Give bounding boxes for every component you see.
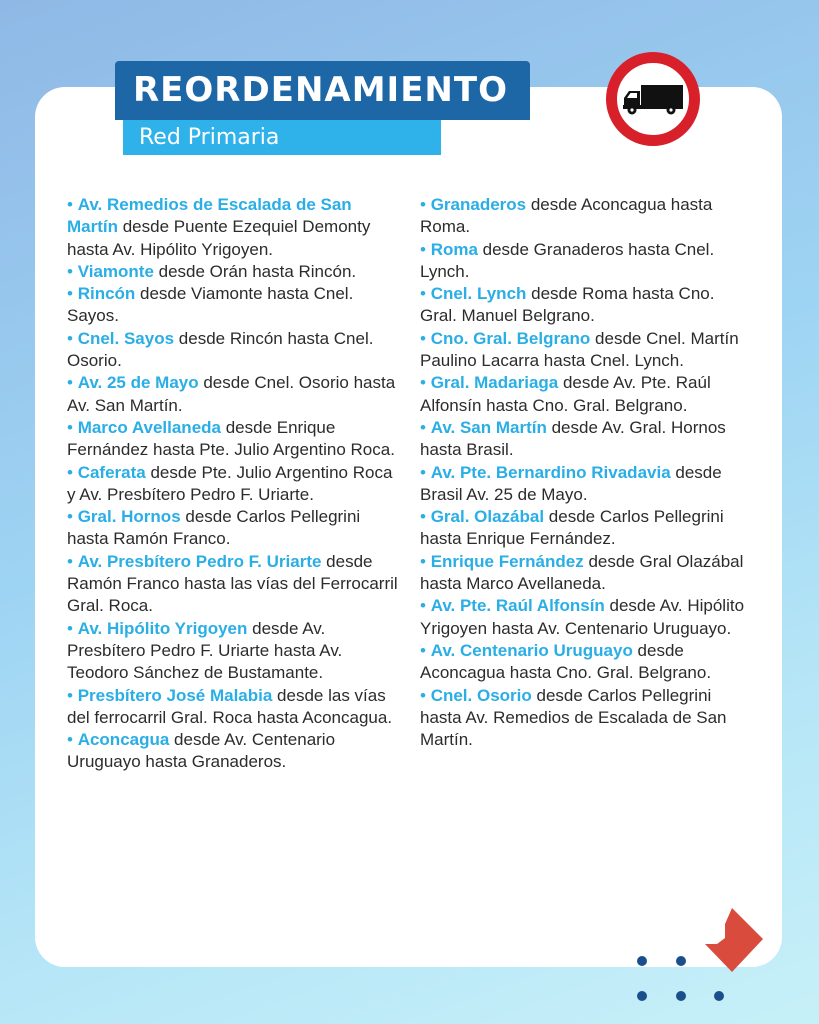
route-description: desde Brasil Av. 25 de Mayo. xyxy=(420,462,722,504)
street-name: Cnel. Lynch xyxy=(430,284,527,304)
decorative-dot xyxy=(637,956,647,966)
route-description: desde Ramón Franco hasta las vías del Ferrocarril Gral. Roca. xyxy=(67,551,398,616)
route-description: desde Cnel. Osorio hasta Av. San Martín. xyxy=(67,373,396,415)
bullet-icon: • xyxy=(420,596,426,616)
route-item xyxy=(420,239,755,284)
bullet-icon: • xyxy=(67,685,73,705)
page-subtitle: Red Primaria xyxy=(123,120,441,155)
page-title: REORDENAMIENTO xyxy=(115,61,530,120)
street-name: Av. Presbítero Pedro F. Uriarte xyxy=(77,551,322,571)
street-name: Viamonte xyxy=(77,261,154,281)
street-name: Caferata xyxy=(77,462,146,482)
decorative-dot xyxy=(637,991,647,1001)
route-description: desde Gral Olazábal hasta Marco Avellaneda. xyxy=(420,551,744,594)
street-name: Av. 25 de Mayo xyxy=(77,373,199,393)
bullet-icon: • xyxy=(67,507,73,527)
route-description: desde las vías del ferrocarril Gral. Roca hasta Aconcagua. xyxy=(67,685,393,727)
route-item xyxy=(420,462,755,507)
route-description: desde Av. Pte. Raúl Alfonsín hasta Cno. Gral. Belgrano. xyxy=(420,373,711,415)
bullet-icon: • xyxy=(420,640,426,660)
bullet-icon: • xyxy=(420,551,426,571)
route-item xyxy=(67,685,402,730)
bullet-icon: • xyxy=(67,551,73,571)
bullet-icon: • xyxy=(67,462,73,482)
street-name: Gral. Olazábal xyxy=(430,507,545,527)
route-description: desde Cnel. Martín Paulino Lacarra hasta Cnel. Lynch. xyxy=(420,328,739,371)
bullet-icon: • xyxy=(420,284,426,304)
route-item xyxy=(67,729,402,774)
route-description: desde Aconcagua hasta Cno. Gral. Belgrano. xyxy=(420,640,712,683)
route-description: desde Av. Presbítero Pedro F. Uriarte hasta Av. Teodoro Sánchez de Bustamante. xyxy=(67,618,343,683)
street-name: Cno. Gral. Belgrano xyxy=(430,328,591,348)
decorative-dot xyxy=(714,991,724,1001)
bullet-icon: • xyxy=(420,507,426,527)
bullet-icon: • xyxy=(67,618,73,638)
decorative-diamond-icon xyxy=(697,906,767,976)
route-item xyxy=(420,551,755,596)
route-description: desde Viamonte hasta Cnel. Sayos. xyxy=(67,284,354,326)
route-item xyxy=(67,283,402,328)
street-name: Av. San Martín xyxy=(430,417,547,437)
route-item xyxy=(420,506,755,551)
street-name: Gral. Madariaga xyxy=(430,373,559,393)
route-item xyxy=(67,328,402,373)
street-name: Av. Centenario Uruguayo xyxy=(430,640,633,660)
routes-column-right xyxy=(420,194,755,751)
route-description: desde Rincón hasta Cnel. Osorio. xyxy=(67,328,374,371)
no-trucks-sign-icon xyxy=(606,52,700,146)
route-description: desde Av. Hipólito Yrigoyen hasta Av. Centenario Uruguayo. xyxy=(420,596,745,638)
street-name: Granaderos xyxy=(430,195,527,214)
truck-icon xyxy=(621,79,685,119)
route-item xyxy=(420,194,755,239)
street-name: Cnel. Osorio xyxy=(430,685,532,705)
route-description: desde Av. Centenario Uruguayo hasta Granaderos. xyxy=(67,730,336,772)
street-name: Presbítero José Malabia xyxy=(77,685,273,705)
bullet-icon: • xyxy=(420,685,426,705)
routes-column-left xyxy=(67,194,402,774)
street-name: Av. Pte. Raúl Alfonsín xyxy=(430,596,605,616)
route-item xyxy=(67,551,402,618)
bullet-icon: • xyxy=(420,239,426,259)
route-item xyxy=(420,372,755,417)
street-name: Marco Avellaneda xyxy=(77,417,221,437)
bullet-icon: • xyxy=(67,284,73,304)
street-name: Enrique Fernández xyxy=(430,551,584,571)
street-name: Cnel. Sayos xyxy=(77,328,175,348)
decorative-dot xyxy=(676,991,686,1001)
bullet-icon: • xyxy=(67,261,73,281)
route-item xyxy=(67,506,402,551)
route-description: desde Av. Gral. Hornos hasta Brasil. xyxy=(420,417,726,460)
route-description: desde Enrique Fernández hasta Pte. Julio Argentino Roca. xyxy=(67,417,395,460)
route-item xyxy=(67,462,402,507)
route-item xyxy=(420,685,755,752)
route-description: desde Pte. Julio Argentino Roca y Av. Presbítero Pedro F. Uriarte. xyxy=(67,462,393,504)
route-item xyxy=(67,261,402,283)
route-item xyxy=(420,328,755,373)
street-name: Av. Hipólito Yrigoyen xyxy=(77,618,248,638)
decorative-dot xyxy=(676,956,686,966)
street-name: Av. Remedios de Escalada de San Martín xyxy=(67,195,352,237)
bullet-icon: • xyxy=(67,373,73,393)
bullet-icon: • xyxy=(67,328,73,348)
street-name: Gral. Hornos xyxy=(77,507,181,527)
bullet-icon: • xyxy=(67,730,73,750)
header xyxy=(115,61,530,155)
bullet-icon: • xyxy=(420,462,426,482)
route-item xyxy=(67,417,402,462)
street-name: Rincón xyxy=(77,284,136,304)
bullet-icon: • xyxy=(67,417,73,437)
route-item xyxy=(67,618,402,685)
street-name: Av. Pte. Bernardino Rivadavia xyxy=(430,462,671,482)
bullet-icon: • xyxy=(67,195,73,214)
street-name: Roma xyxy=(430,239,478,259)
route-description: desde Granaderos hasta Cnel. Lynch. xyxy=(420,239,715,281)
bullet-icon: • xyxy=(420,373,426,393)
route-description: desde Orán hasta Rincón. xyxy=(153,261,357,281)
route-description: desde Roma hasta Cno. Gral. Manuel Belgrano. xyxy=(420,284,715,326)
bullet-icon: • xyxy=(420,417,426,437)
bullet-icon: • xyxy=(420,195,426,214)
route-item xyxy=(420,283,755,328)
route-item xyxy=(420,640,755,685)
route-item xyxy=(420,595,755,640)
route-item xyxy=(420,417,755,462)
route-description: desde Carlos Pellegrini hasta Ramón Franco. xyxy=(67,507,361,549)
route-item xyxy=(67,372,402,417)
route-item xyxy=(67,194,402,261)
street-name: Aconcagua xyxy=(77,730,170,750)
route-description: desde Carlos Pellegrini hasta Enrique Fernández. xyxy=(420,507,724,549)
route-description: desde Carlos Pellegrini hasta Av. Remedios de Escalada de San Martín. xyxy=(420,685,727,750)
route-description: desde Puente Ezequiel Demonty hasta Av. Hipólito Yrigoyen. xyxy=(67,217,371,259)
bullet-icon: • xyxy=(420,328,426,348)
route-description: desde Aconcagua hasta Roma. xyxy=(420,195,713,237)
